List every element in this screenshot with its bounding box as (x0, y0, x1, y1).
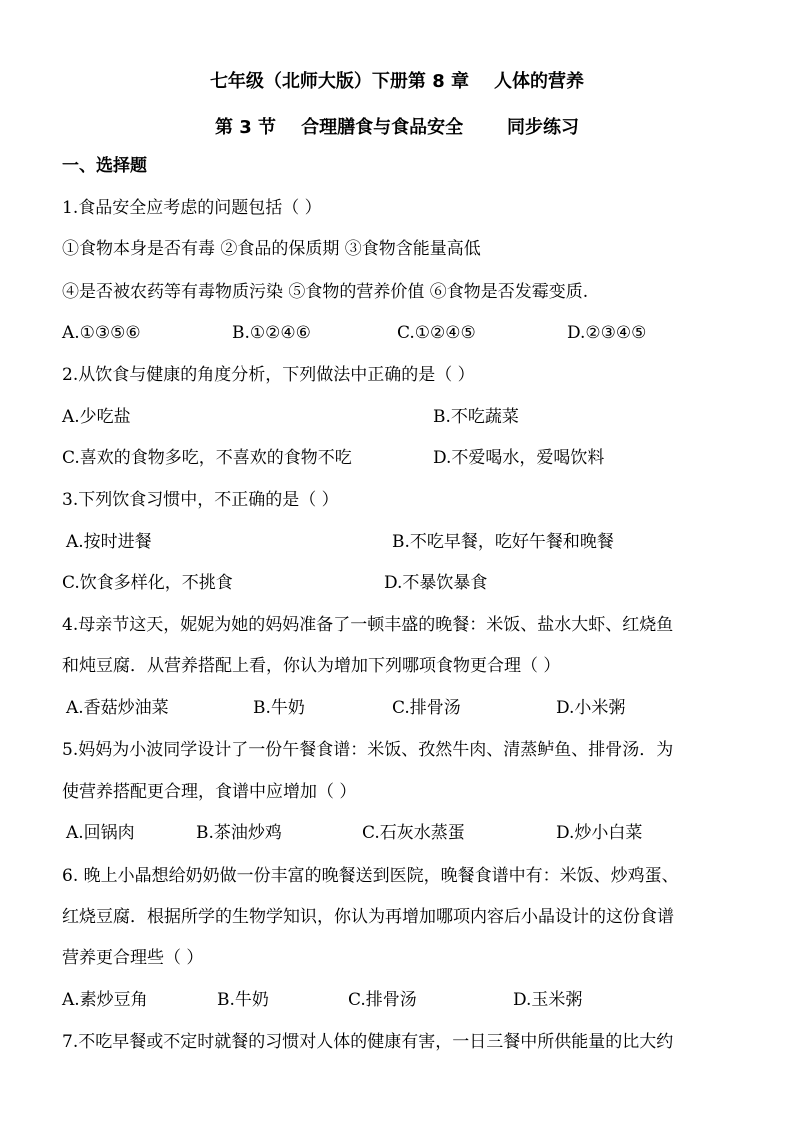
question-5-stem-cont: 使营养搭配更合理，食谱中应增加（ ） (62, 782, 357, 802)
question-1-stem: 1.食品安全应考虑的问题包括（ ） (62, 198, 322, 218)
question-4-option-d[interactable]: D.小米粥 (556, 698, 626, 718)
question-2-option-b[interactable]: B.不吃蔬菜 (433, 407, 519, 427)
question-2-option-d[interactable]: D.不爱喝水，爱喝饮料 (433, 448, 605, 468)
question-6-option-a[interactable]: A.素炒豆角 (62, 990, 148, 1010)
question-1-option-a[interactable]: A.①③⑤⑥ (62, 323, 141, 343)
page-subtitle: 第 3 节 合理膳食与食品安全 同步练习 (215, 117, 579, 138)
question-2-option-a[interactable]: A.少吃盐 (62, 407, 131, 427)
question-3-option-c[interactable]: C.饮食多样化，不挑食 (62, 573, 233, 593)
question-3-option-b[interactable]: B.不吃早餐，吃好午餐和晚餐 (392, 532, 614, 552)
question-4-option-a[interactable]: A.香菇炒油菜 (66, 698, 169, 718)
question-4-option-b[interactable]: B.牛奶 (253, 698, 305, 718)
question-2-option-c[interactable]: C.喜欢的食物多吃，不喜欢的食物不吃 (62, 448, 352, 468)
question-6-option-d[interactable]: D.玉米粥 (513, 990, 583, 1010)
question-6-option-b[interactable]: B.牛奶 (217, 990, 269, 1010)
question-3-option-a[interactable]: A.按时进餐 (66, 532, 152, 552)
question-5-option-a[interactable]: A.回锅肉 (66, 823, 135, 843)
question-4-stem: 4.母亲节这天，妮妮为她的妈妈准备了一顿丰盛的晚餐：米饭、盐水大虾、红烧鱼 (62, 615, 674, 635)
question-2-stem: 2.从饮食与健康的角度分析，下列做法中正确的是（ ） (62, 365, 475, 385)
question-6-stem: 6. 晚上小晶想给奶奶做一份丰富的晚餐送到医院，晚餐食谱中有：米饭、炒鸡蛋、 (62, 866, 679, 886)
question-6-stem-cont: 营养更合理些（ ） (62, 948, 204, 968)
question-6-stem-cont: 红烧豆腐．根据所学的生物学知识，你认为再增加哪项内容后小晶设计的这份食谱 (62, 907, 674, 927)
section-heading: 一、选择题 (62, 156, 147, 176)
question-1-item-line: ④是否被农药等有毒物质污染 ⑤食物的营养价值 ⑥食物是否发霉变质. (62, 282, 589, 302)
question-6-option-c[interactable]: C.排骨汤 (348, 990, 417, 1010)
page-title: 七年级（北师大版）下册第 8 章 人体的营养 (209, 71, 585, 92)
question-1-item-line: ①食物本身是否有毒 ②食品的保质期 ③食物含能量高低 (62, 239, 481, 259)
question-1-option-c[interactable]: C.①②④⑤ (397, 323, 476, 343)
question-5-option-c[interactable]: C.石灰水蒸蛋 (362, 823, 465, 843)
question-1-option-b[interactable]: B.①②④⑥ (232, 323, 311, 343)
question-4-stem-cont: 和炖豆腐．从营养搭配上看，你认为增加下列哪项食物更合理（ ） (62, 656, 561, 676)
question-7-stem: 7.不吃早餐或不定时就餐的习惯对人体的健康有害，一日三餐中所供能量的比大约 (62, 1032, 674, 1052)
question-5-option-d[interactable]: D.炒小白菜 (556, 823, 643, 843)
question-5-stem: 5.妈妈为小波同学设计了一份午餐食谱：米饭、孜然牛肉、清蒸鲈鱼、排骨汤．为 (62, 740, 674, 760)
question-1-option-d[interactable]: D.②③④⑤ (567, 323, 647, 343)
question-3-stem: 3.下列饮食习惯中，不正确的是（ ） (62, 490, 339, 510)
question-5-option-b[interactable]: B.茶油炒鸡 (196, 823, 282, 843)
question-4-option-c[interactable]: C.排骨汤 (392, 698, 461, 718)
question-3-option-d[interactable]: D.不暴饮暴食 (384, 573, 488, 593)
